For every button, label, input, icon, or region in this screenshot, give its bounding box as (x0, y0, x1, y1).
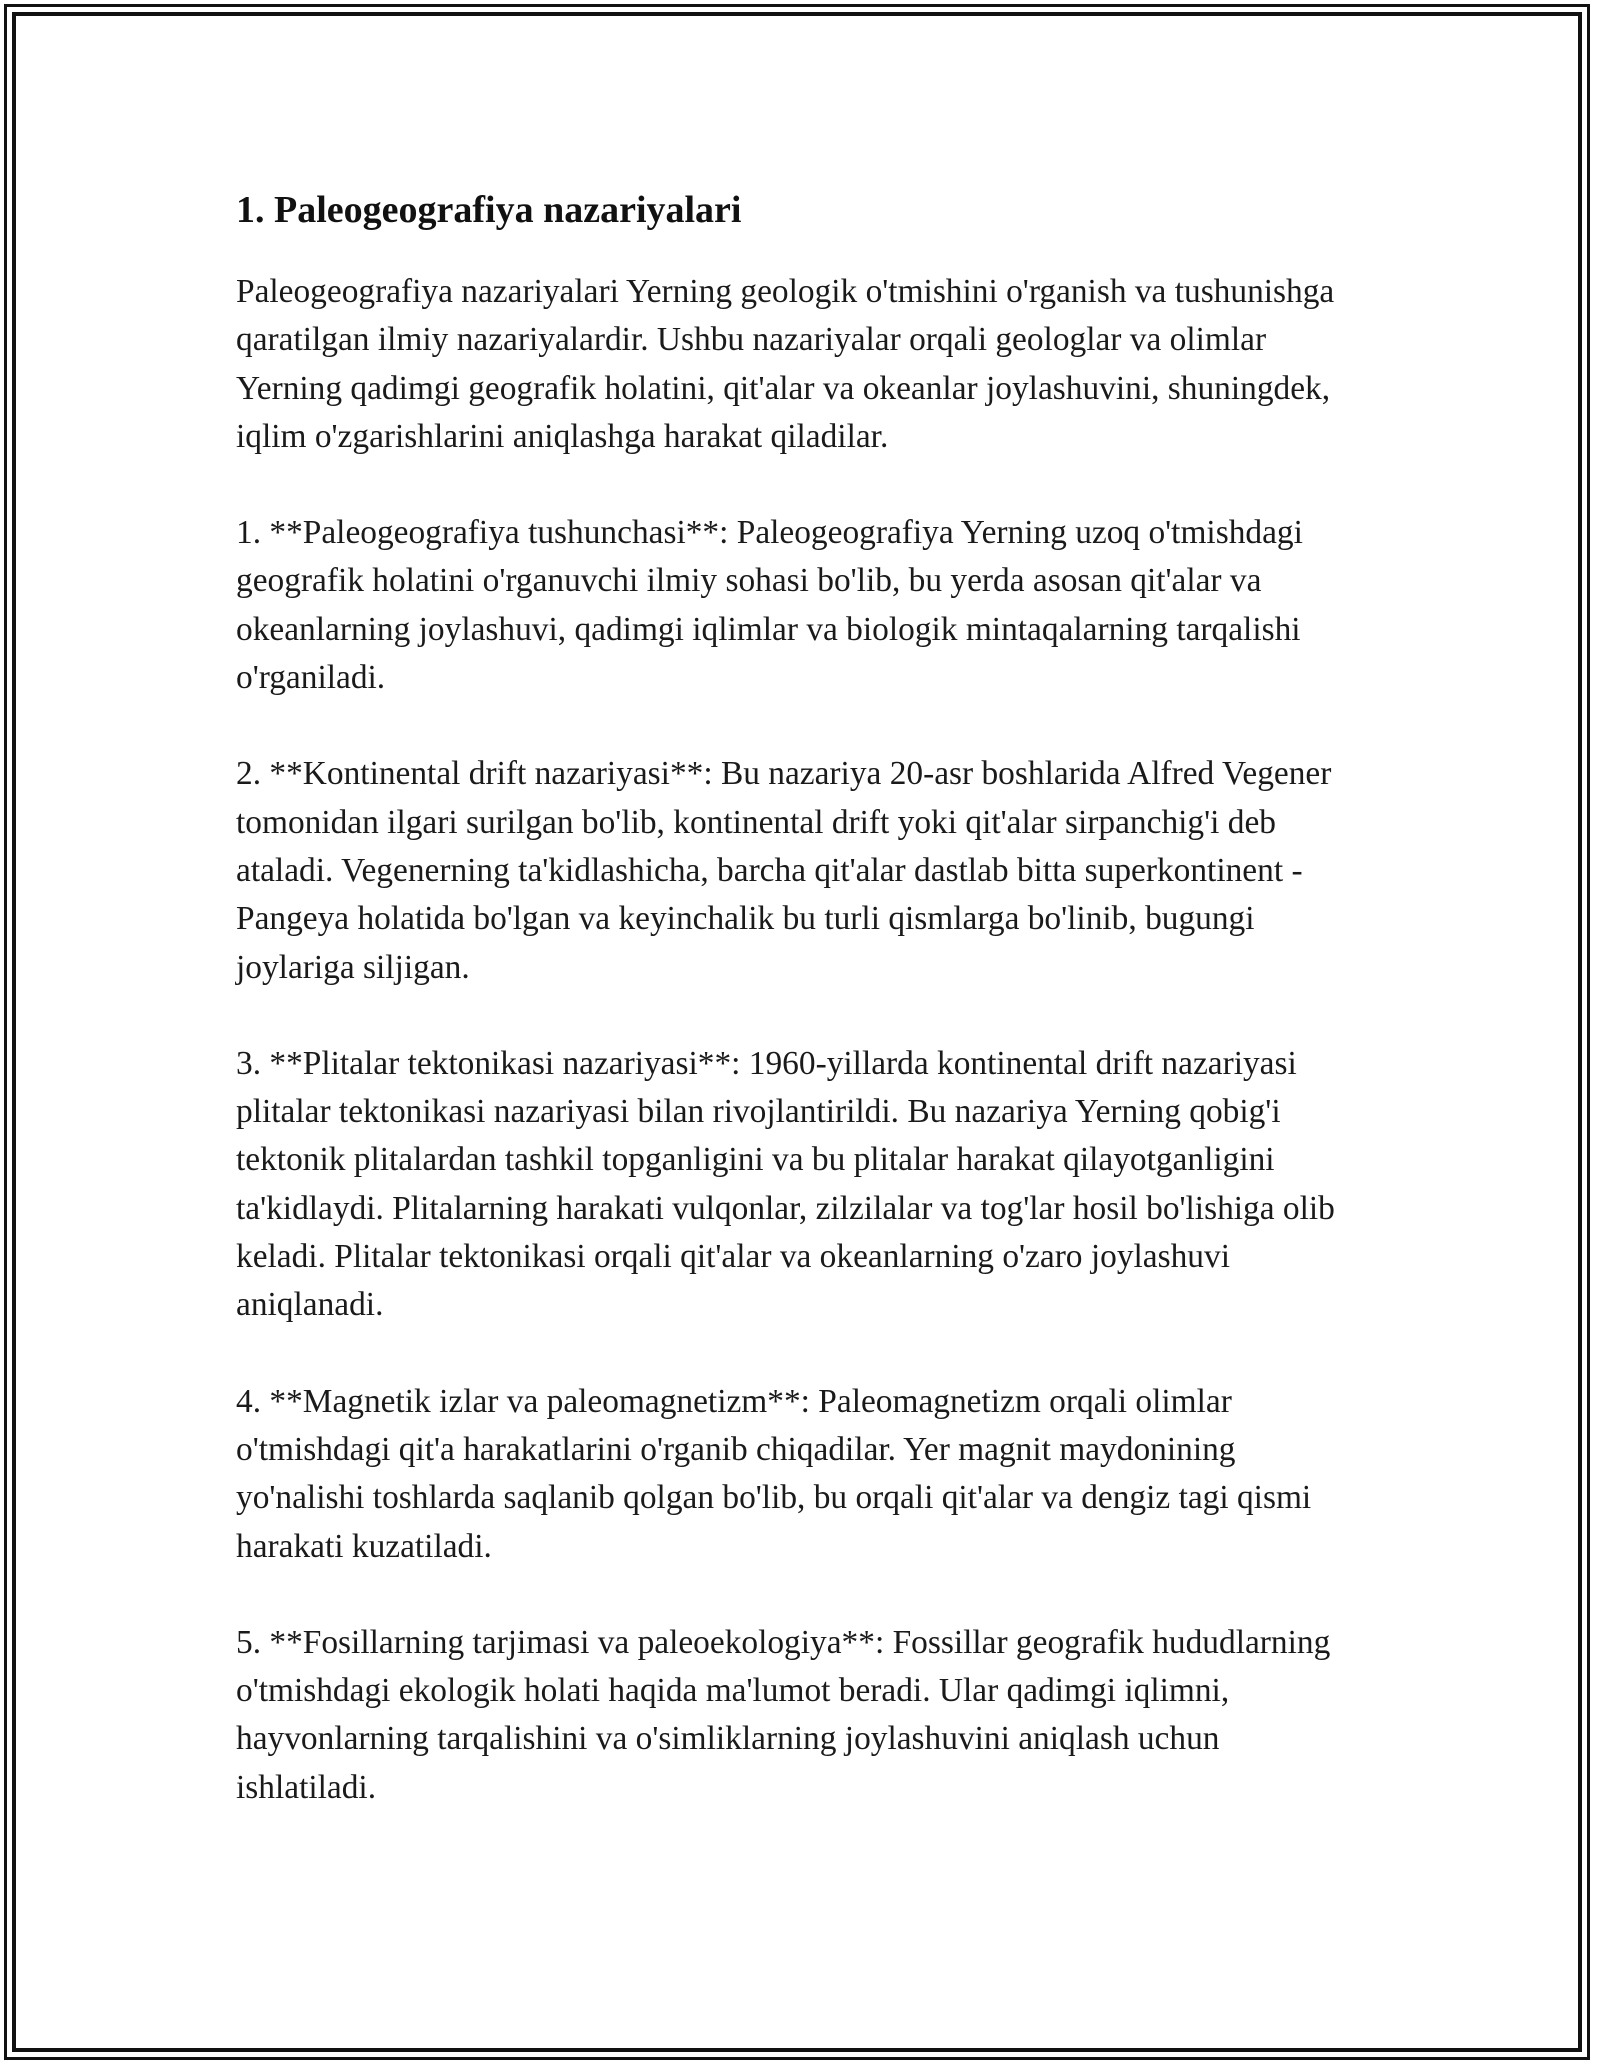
paragraph-fossils-paleoecology: 5. **Fosillarning tarjimasi va paleoekologiya**: Fossillar geografik hududlarning o'tmishdagi ekologik holati haqida ma'lumot beradi. Ular qadimgi iqlimni, hayvonlarning tarqalishini va o'simliklarning joylashuvini aniqlash uchun ishlatiladi. (236, 1623, 1331, 1806)
paragraph-continental-drift: 2. **Kontinental drift nazariyasi**: Bu nazariya 20-asr boshlarida Alfred Vegener tomonidan ilgari surilgan bo'lib, kontinental drift yoki qit'alar sirpanchig'i deb ataladi. Vegenerning ta'kidlashicha, barcha qit'alar dastlab bitta superkontinent - Pangeya holatida bo'lgan va keyinchalik bu turli qismlarga bo'linib, bugungi joylariga siljigan. (236, 755, 1332, 986)
section-title: 1. Paleogeografiya nazariyalari (236, 189, 742, 231)
paragraph-plate-tectonics: 3. **Plitalar tektonikasi nazariyasi**: 1960-yillarda kontinental drift nazariyasi plitalar tektonikasi nazariyasi bilan rivojlantirildi. Bu nazariya Yerning qobig'i tektonik plitalardan tashkil topganligini va bu plitalar harakat qilayotganligini ta'kidlaydi. Plitalarning harakati vulqonlar, zilzilalar va tog'lar hosil bo'lishiga olib keladi. Plitalar tektonikasi orqali qit'alar va okeanlarning o'zaro joylashuvi aniqlanadi. (236, 1044, 1335, 1324)
intro-paragraph: Paleogeografiya nazariyalari Yerning geologik o'tmishini o'rganish va tushunishga qaratilgan ilmiy nazariyalardir. Ushbu nazariyalar orqali geologlar va olimlar Yerning qadimgi geografik holatini, qit'alar va okeanlar joylashuvini, shuningdek, iqlim o'zgarishlarini aniqlashga harakat qiladilar. (236, 273, 1335, 455)
paragraph-paleomagnetism: 4. **Magnetik izlar va paleomagnetizm**: Paleomagnetizm orqali olimlar o'tmishdagi qit'a harakatlarini o'rganib chiqadilar. Yer magnit maydonining yo'nalishi toshlarda saqlanib qolgan bo'lib, bu orqali qit'alar va dengiz tagi qismi harakati kuzatiladi. (236, 1382, 1312, 1565)
document-body (236, 186, 1366, 1860)
paragraph-paleogeography-concept: 1. **Paleogeografiya tushunchasi**: Paleogeografiya Yerning uzoq o'tmishdagi geografik holatini o'rganuvchi ilmiy sohasi bo'lib, bu yerda asosan qit'alar va okeanlarning joylashuvi, qadimgi iqlimlar va biologik mintaqalarning tarqalishi o'rganiladi. (236, 514, 1303, 697)
